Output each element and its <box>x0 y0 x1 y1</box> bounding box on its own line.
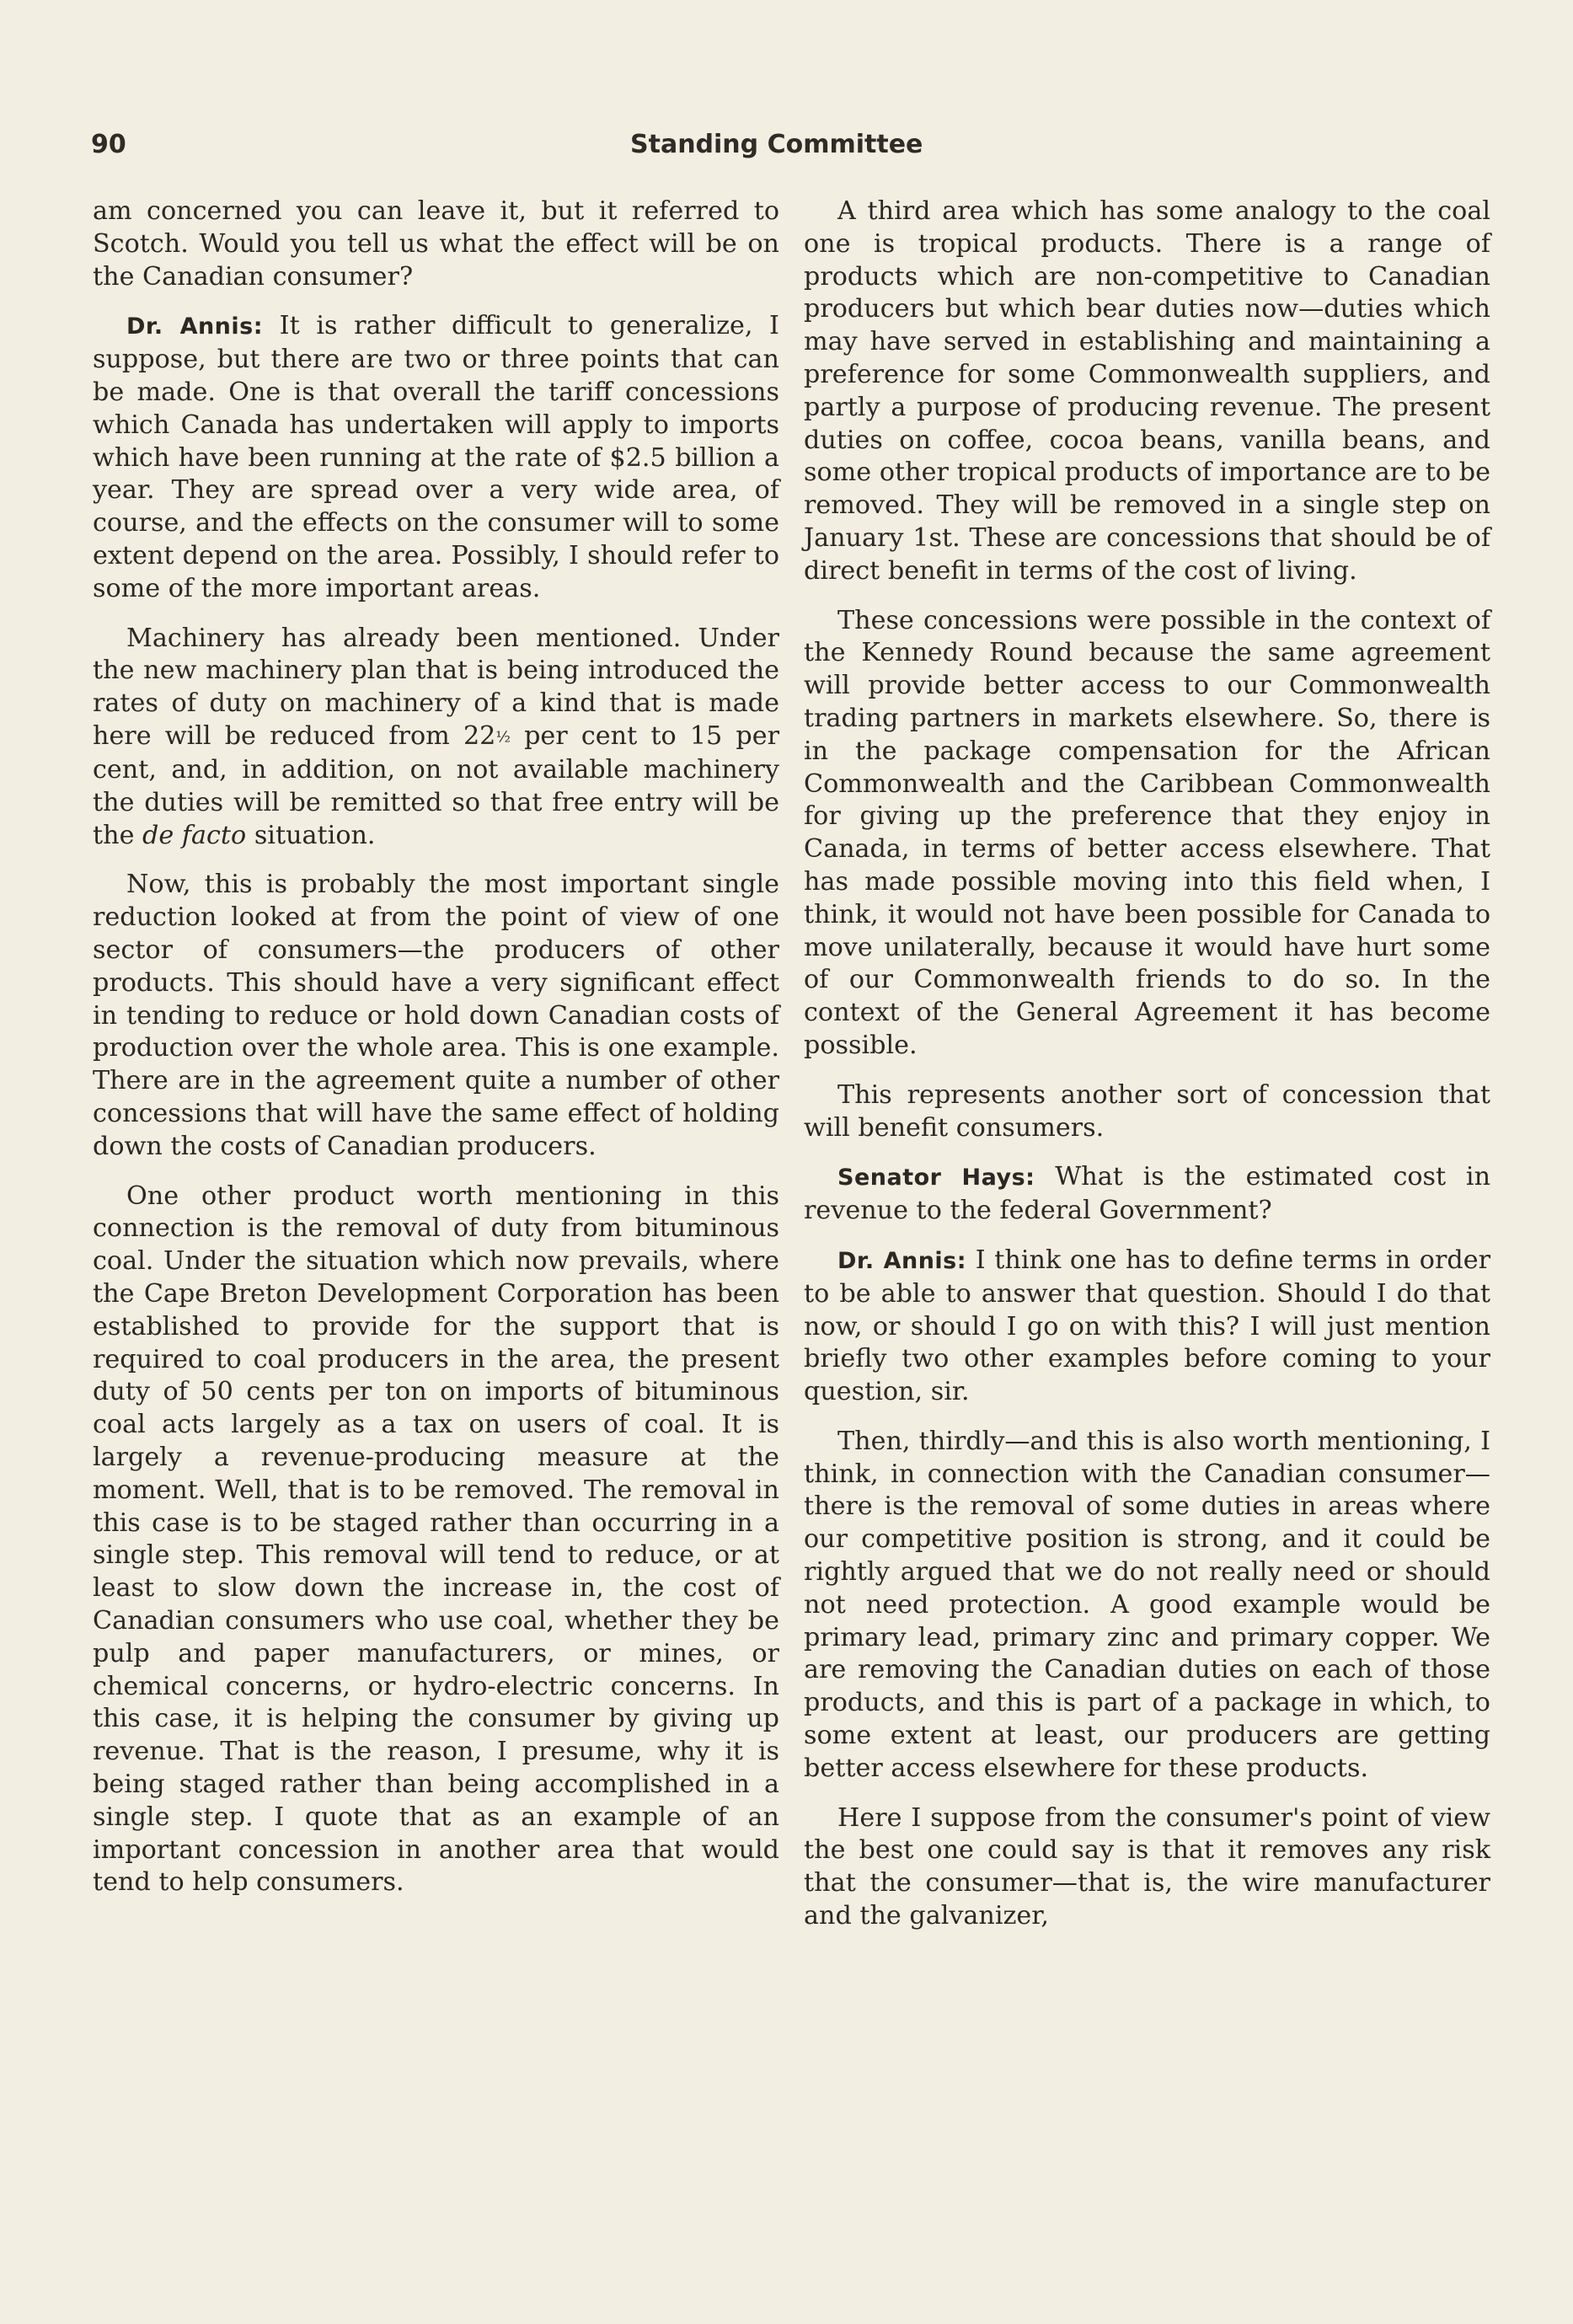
page-header <box>0 126 1573 169</box>
paragraph-text: Machinery has already been mentioned. Under the new machinery plan that is being introduced the rates of duty on machinery of a kind that is made here will be reduced from 22 <box>93 623 779 751</box>
paragraph: A third area which has some analogy to the coal one is tropical products. There is a range of products which are non-competitive to Canadian producers but which bear duties now—duties which may have served in establishing and maintaining a preference for some Commonwealth suppliers, and partly a purpose of producing revenue. The present duties on coffee, cocoa beans, vanilla beans, and some other tropical products of importance are to be removed. They will be removed in a single step on January 1st. These are concessions that should be of direct benefit in terms of the cost of living. <box>804 196 1490 586</box>
speaker-name: Dr. Annis: <box>837 1247 967 1274</box>
paragraph: Here I suppose from the consumer's point of view the best one could say is that it removes any risk that the consumer—that is, the wire manufacturer and the galvanizer, <box>804 1802 1490 1931</box>
paragraph-text: I think one has to define terms in order to be able to answer that question. Should I do that now, or should I go on with this? I will just mention briefly two other examples before coming to your question, sir. <box>804 1245 1490 1407</box>
speaker-name: Dr. Annis: <box>126 313 264 340</box>
italic-term: de facto <box>142 820 247 850</box>
paragraph: One other product worth mentioning in this connection is the removal of duty from bituminous coal. Under the situation which now prevails, where the Cape Breton Development Corporation has been established to provide for the support that is required to coal producers in the area, the present duty of 50 cents per ton on imports of bituminous coal acts largely as a tax on users of coal. It is largely a revenue-producing measure at the moment. Well, that is to be removed. The removal in this case is to be staged rather than occurring in a single step. This removal will tend to reduce, or at least to slow down the increase in, the cost of Canadian consumers who use coal, whether they be pulp and paper manufacturers, or mines, or chemical concerns, or hydro-electric concerns. In this case, it is helping the consumer by giving up revenue. That is the reason, I presume, why it is being staged rather than being accomplished in a single step. I quote that as an example of an important concession in another area that would tend to help consumers. <box>93 1181 779 1898</box>
paragraph <box>93 310 779 605</box>
page-number: 90 <box>91 130 126 159</box>
paragraph: am concerned you can leave it, but it referred to Scotch. Would you tell us what the effect will be on the Canadian consumer? <box>93 196 779 292</box>
fraction: ½ <box>495 728 511 747</box>
speaker-name: Senator Hays: <box>837 1165 1035 1191</box>
left-column <box>93 195 779 1916</box>
paragraph <box>804 1245 1490 1409</box>
paragraph <box>804 1161 1490 1228</box>
paragraph: Then, thirdly—and this is also worth mentioning, I think, in connection with the Canadian consumer—there is the removal of some duties in areas where our competitive position is strong, and it could be rightly argued that we do not really need or should not need protection. A good example would be primary lead, primary zinc and primary copper. We are removing the Canadian duties on each of those products, and this is part of a package in which, to some extent at least, our producers are getting better access elsewhere for these products. <box>804 1426 1490 1783</box>
paragraph-text: What is the estimated cost in revenue to the federal Government? <box>804 1162 1491 1226</box>
paragraph: Now, this is probably the most important single reduction looked at from the point of view of one sector of consumers—the producers of other products. This should have a very significant effect in tending to reduce or hold down Canadian costs of production over the whole area. This is one example. There are in the agreement quite a number of other concessions that will have the same effect of holding down the costs of Canadian producers. <box>93 870 779 1161</box>
paragraph <box>93 623 779 853</box>
paragraph: This represents another sort of concession that will benefit consumers. <box>804 1079 1490 1143</box>
paragraph-text: It is rather difficult to generalize, I suppose, but there are two or three points that can be made. One is that overall the tariff concessions which Canada has undertaken will apply to imports which have been running at the rate of $2.5 billion a year. They are spread over a very wide area, of course, and the effects on the consumer will to some extent depend on the area. Possibly, I should refer to some of the more important areas. <box>93 311 779 603</box>
paragraph: These concessions were possible in the context of the Kennedy Round because the same agreement will provide better access to our Commonwealth trading partners in markets elsewhere. So, there is in the package compensation for the African Commonwealth and the Caribbean Commonwealth for giving up the preference that they enjoy in Canada, in terms of better access elsewhere. That has made possible moving into this field when, I think, it would not have been possible for Canada to move unilaterally, because it would have hurt some of our Commonwealth friends to do so. In the context of the General Agreement it has become possible. <box>804 605 1490 1060</box>
paragraph-text: situation. <box>246 820 376 850</box>
paragraph-text: per cent to 15 per cent, and, in addition, on not available machinery the duties will be remitted so that free entry will be the <box>93 720 780 850</box>
running-title: Standing Committee <box>630 130 923 159</box>
right-column <box>804 195 1490 1950</box>
